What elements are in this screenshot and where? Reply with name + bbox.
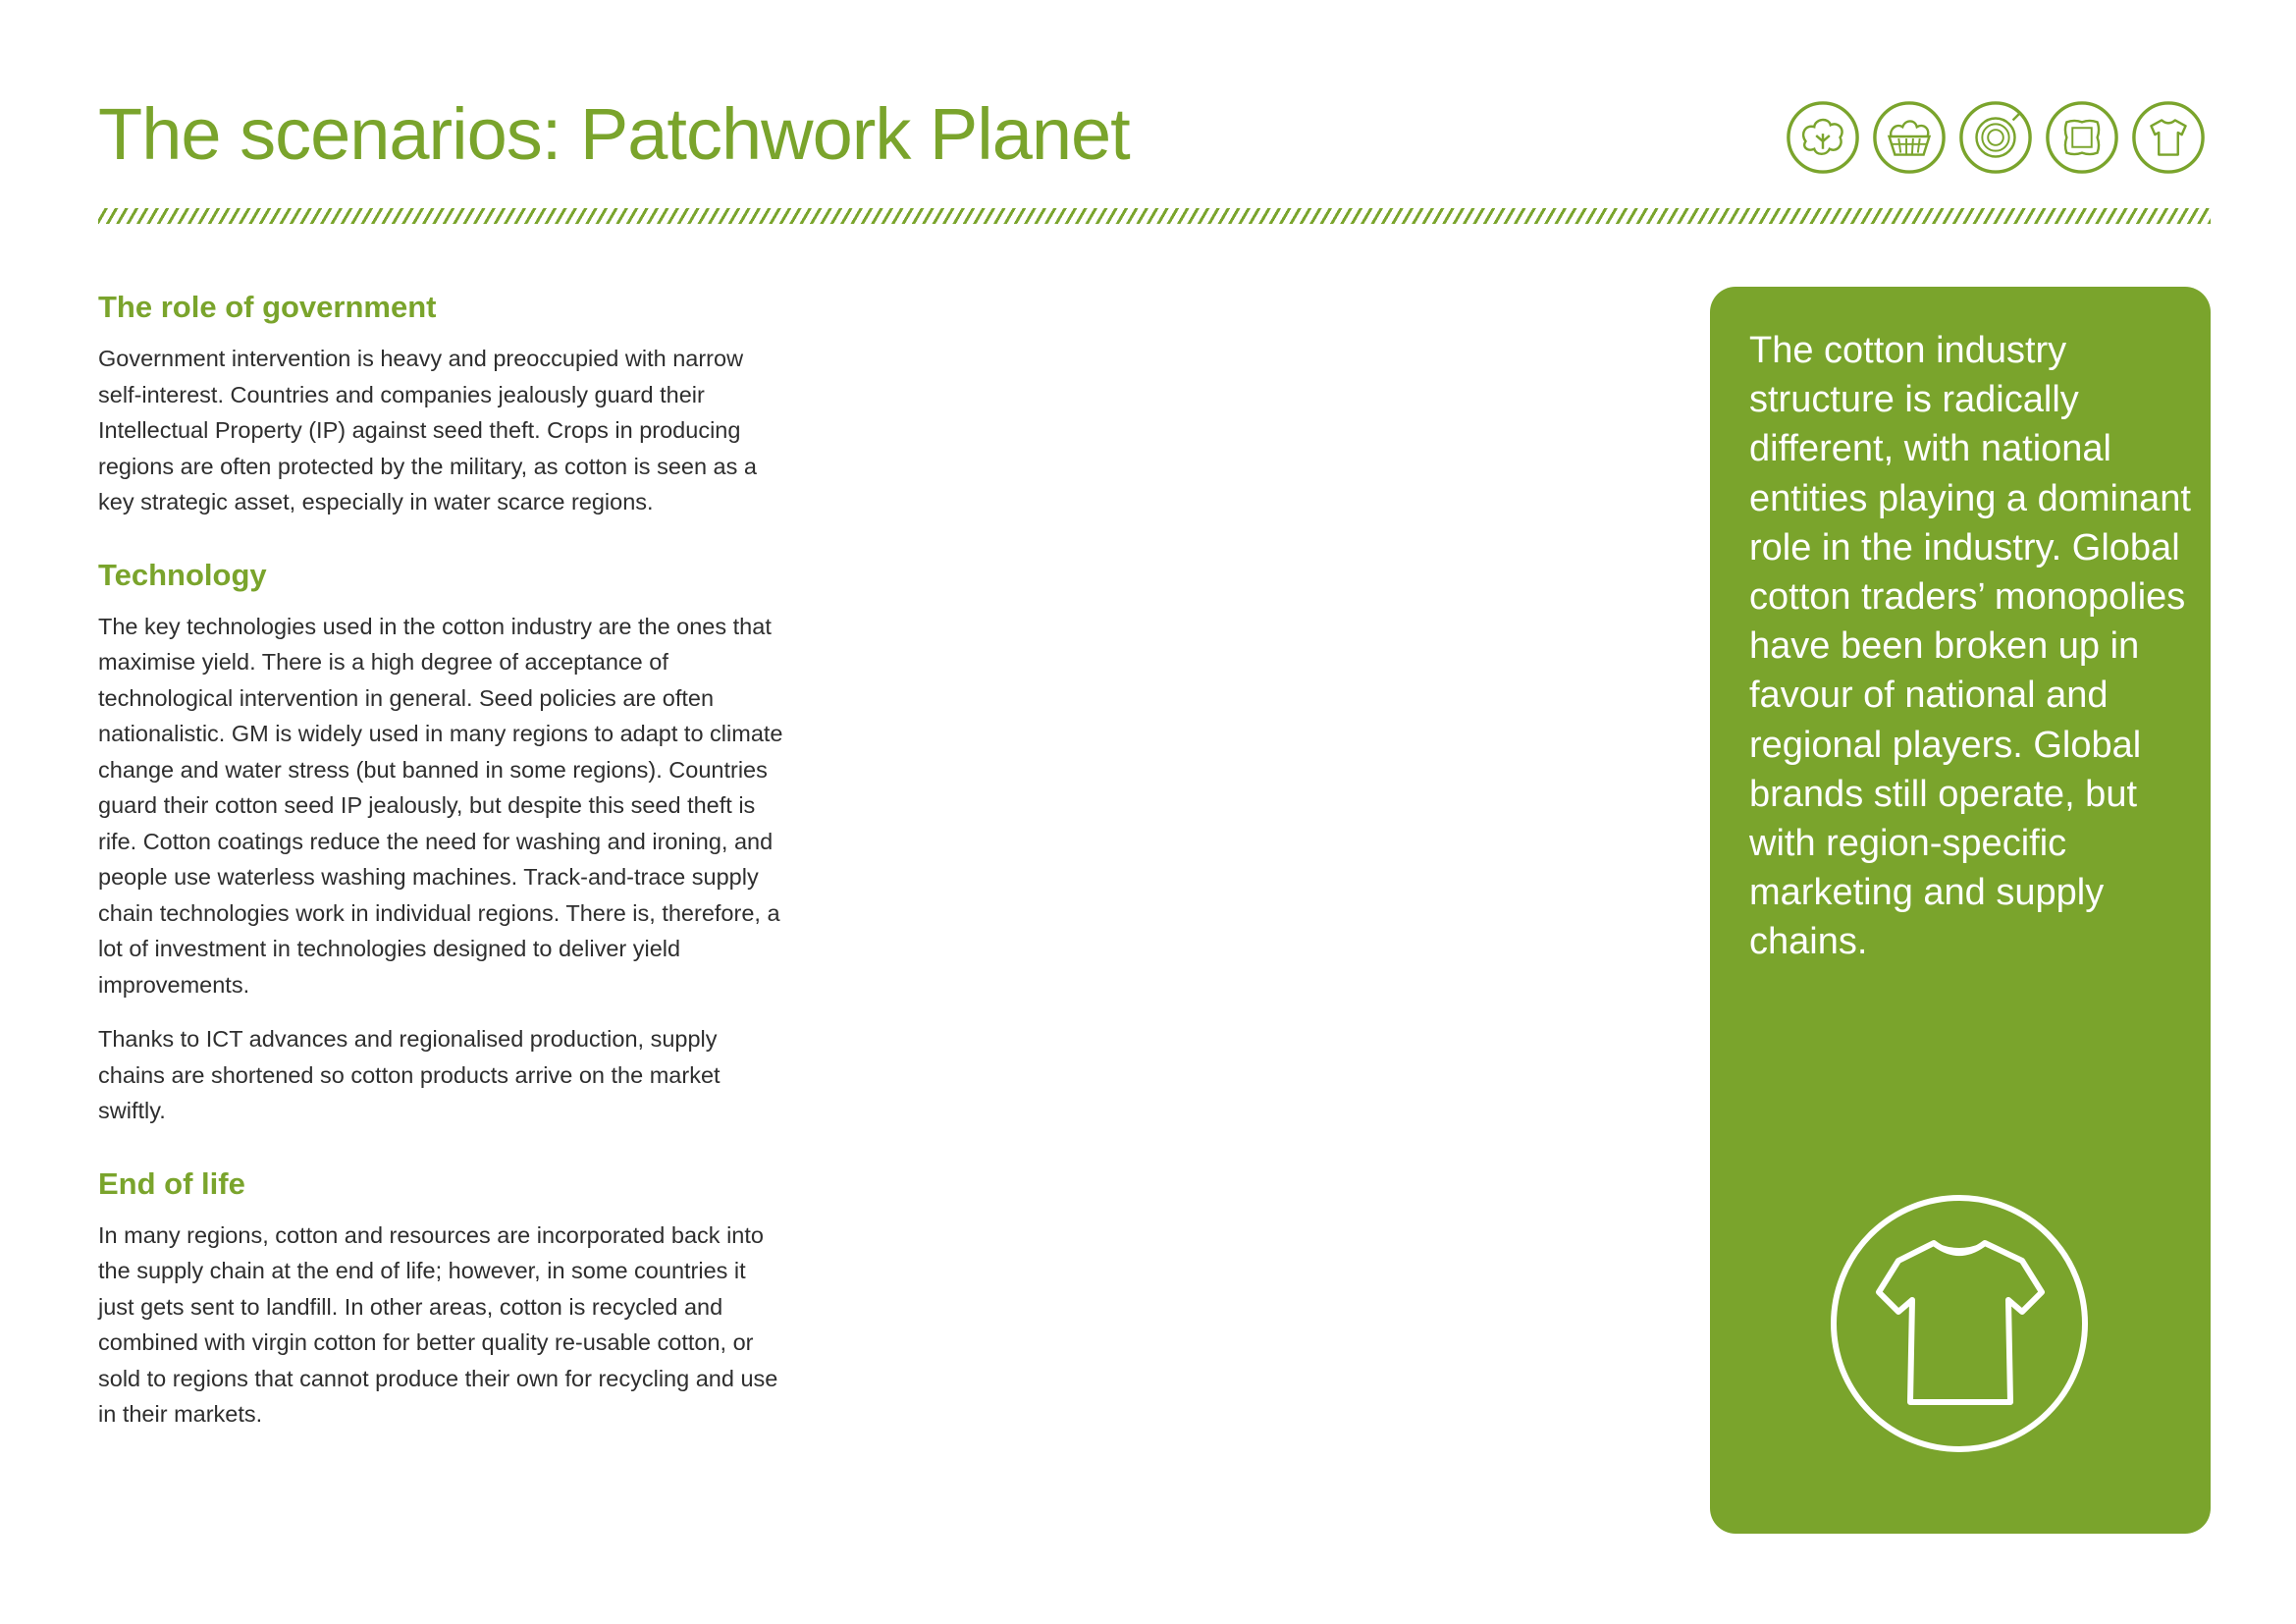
end-of-life-paragraph: In many regions, cotton and resources are incorporated back into the supply chain at the end of life; however, in some countries it just gets sent to landfill. In other areas, cotton is recycled and combined with virgin cotton for better quality re-usable cotton, or sold to regions that cannot produce their own for recycling and use in their markets. (98, 1221, 778, 1427)
header-hatched-divider (98, 208, 2211, 224)
technology-paragraph-2: Thanks to ICT advances and regionalised production, supply chains are shortened so cotton products arrive on the market swiftly. (98, 1026, 721, 1123)
header-icon-row (1785, 99, 2207, 176)
body-text-column (98, 288, 785, 1468)
section-heading-role-of-government: The role of government (98, 290, 437, 324)
cotton-boll-icon (1785, 99, 1861, 176)
section-heading-technology: Technology (98, 557, 267, 592)
yarn-spool-icon (1957, 99, 2034, 176)
page-title: The scenarios: Patchwork Planet (98, 93, 1130, 175)
section-heading-end-of-life: End of life (98, 1165, 245, 1201)
technology-paragraph-1: The key technologies used in the cotton industry are the ones that maximise yield. There is a high degree of acceptance of technological intervention in general. Seed policies are often nationalistic. GM is widely used in many regions to adapt to climate change and water stress (but banned in some regions). Countries guard their cotton seed IP jealously, but despite this seed theft is rife. Cotton coatings reduce the need for washing and ironing, and people use waterless washing machines. Track-and-trace supply chain technologies work in individual regions. There is, therefore, a lot of investment in technologies designed to deliver yield improvements. (98, 613, 783, 998)
scenario-summary-panel (1710, 287, 2211, 1534)
summary-quote: The cotton industry structure is radically different, with national entities playing a dominant role in the industry. Global cotton traders’ monopolies have been broken up in favour of national and regional players. Global brands still operate, but with region-specific marketing and supply chains. (1749, 330, 2191, 963)
tshirt-icon (2130, 99, 2207, 176)
role-of-government-paragraph: Government intervention is heavy and preoccupied with narrow self-interest. Countries and companies jealously guard their Intellectual Property (IP) against seed theft. Crops in producing regions are often protected by the military, as cotton is seen as a key strategic asset, especially in water scarce regions. (98, 346, 757, 514)
fabric-square-icon (2044, 99, 2120, 176)
cotton-basket-icon (1871, 99, 1948, 176)
tshirt-icon (1826, 1190, 2093, 1457)
